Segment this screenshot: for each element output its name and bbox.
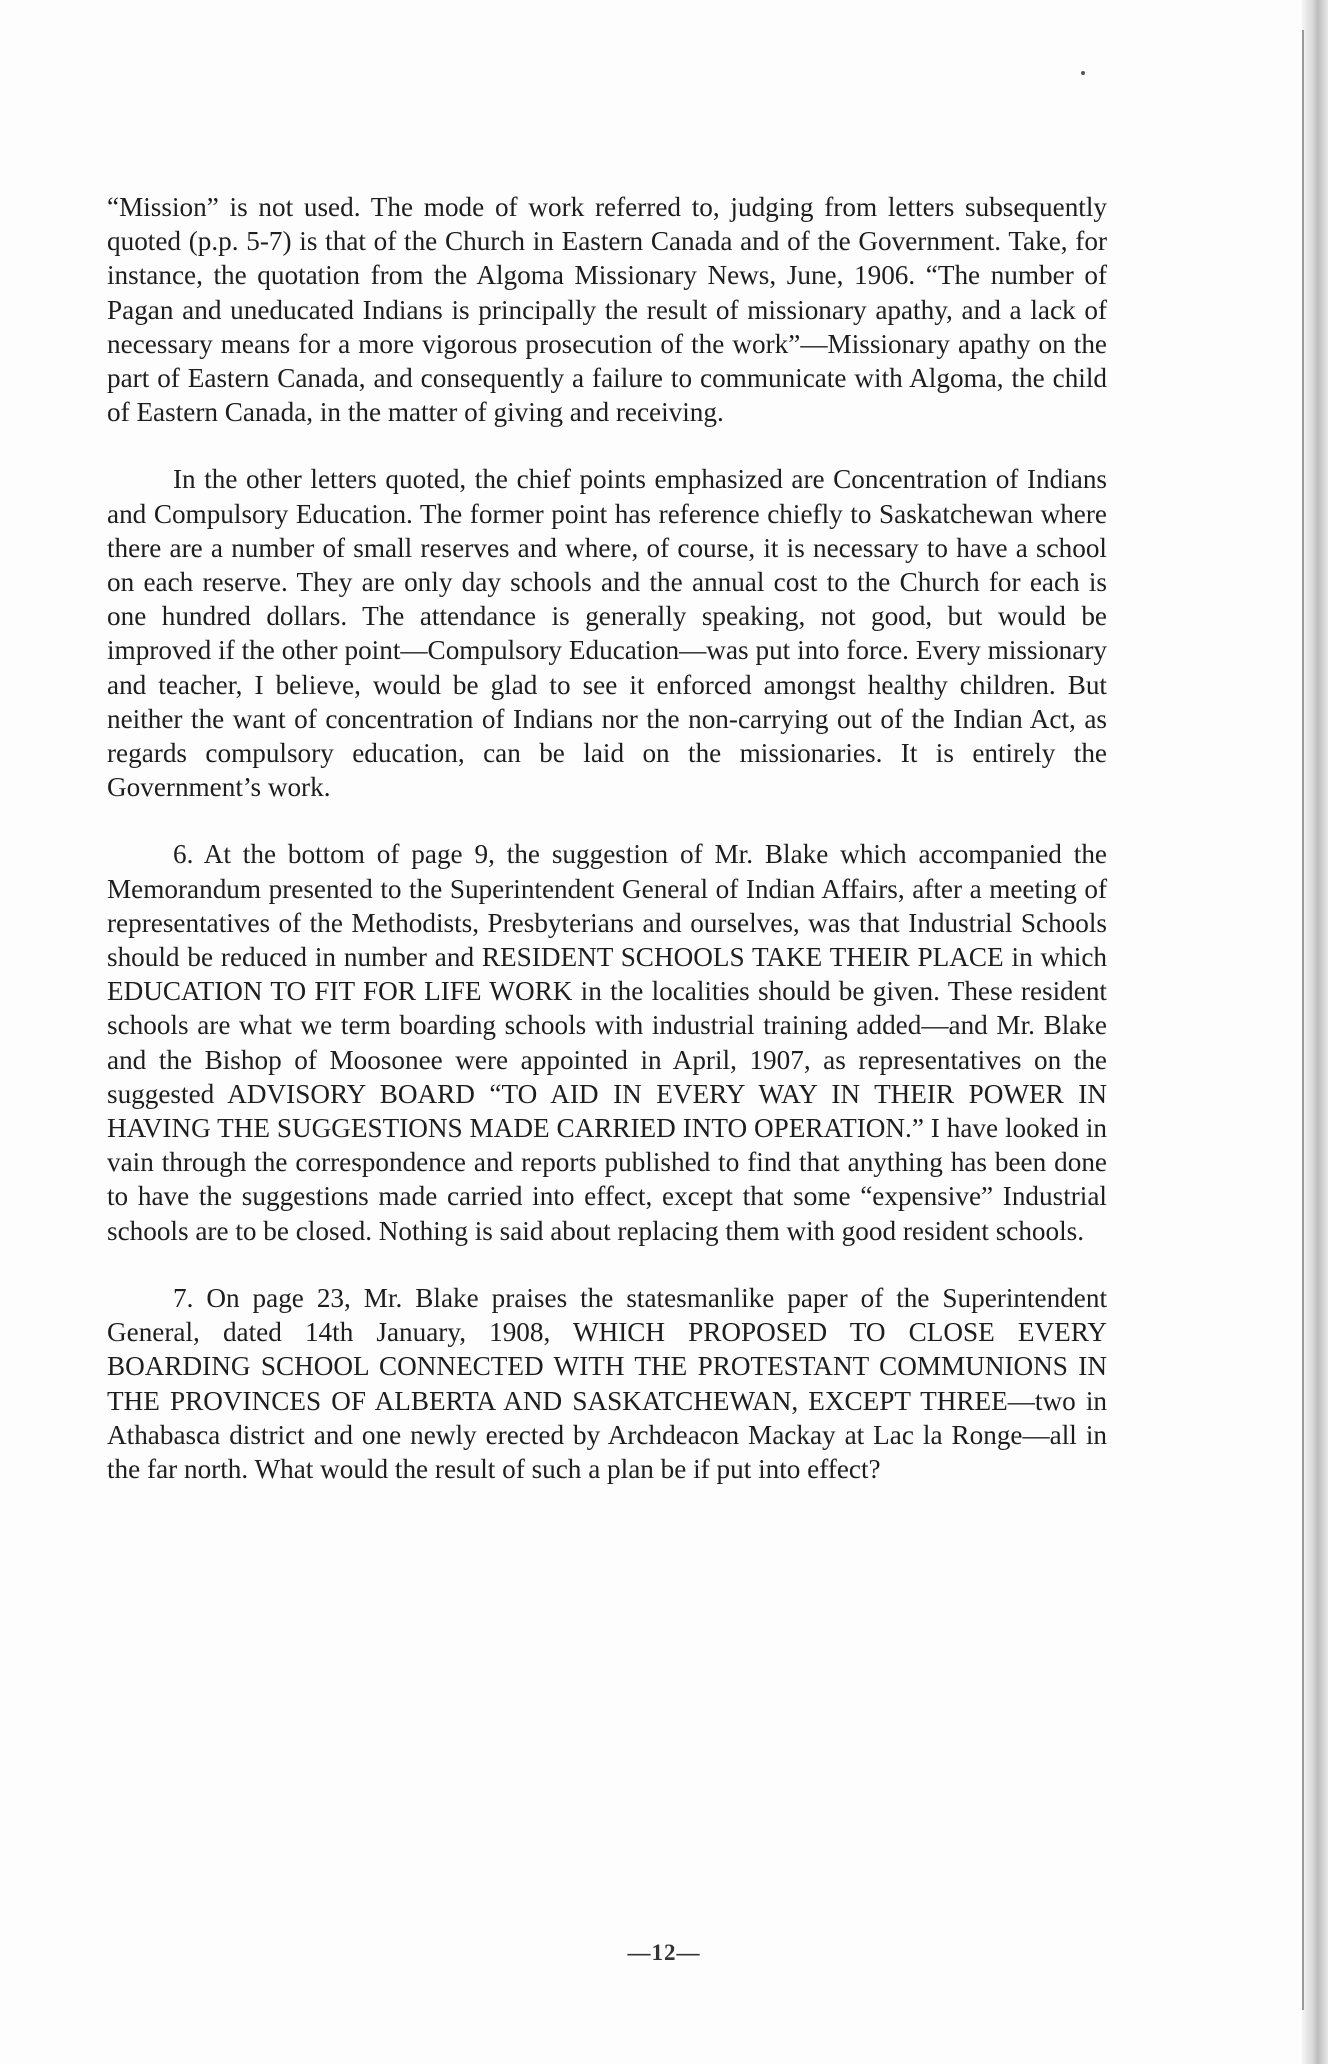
body-text	[107, 190, 1107, 1486]
page-edge-line	[1302, 30, 1304, 2010]
paragraph-6: 6. At the bottom of page 9, the suggestion of Mr. Blake which accompanied the Memorandum presented to the Superintendent General of Indian Affairs, after a meeting of representatives of the Methodists, Presbyterians and ourselves, was that Industrial Schools should be reduced in number and RESIDENT SCHOOLS TAKE THEIR PLACE in which EDUCATION TO FIT FOR LIFE WORK in the localities should be given. These resident schools are what we term boarding schools with industrial training added—and Mr. Blake and the Bishop of Moosonee were appointed in April, 1907, as representatives on the suggested ADVISORY BOARD “TO AID IN EVERY WAY IN THEIR POWER IN HAVING THE SUGGESTIONS MADE CARRIED INTO OPERATION.” I have looked in vain through the correspondence and reports published to find that anything has been done to have the suggestions made carried into effect, except that some “expensive” Industrial schools are to be closed. Nothing is said about replacing them with good resident schools.	[107, 839, 1107, 1246]
paragraph-mission: “Mission” is not used. The mode of work referred to, judging from letters subsequently quoted (p.p. 5-7) is that of the Church in Eastern Canada and of the Government. Take, for instance, the quotation from the Algoma Missionary News, June, 1906. “The number of Pagan and uneducated Indians is principally the result of missionary apathy, and a lack of necessary means for a more vigorous prosecution of the work”—Missionary apathy on the part of Eastern Canada, and consequently a failure to communicate with Algoma, the child of Eastern Canada, in the matter of giving and receiving.	[107, 192, 1107, 428]
page-edge-shadow	[1302, 0, 1328, 2064]
paragraph-concentration: In the other letters quoted, the chief points emphasized are Concentration of Indians and Compulsory Education. The former point has reference chiefly to Saskatchewan where there are a number of small reserves and where, of course, it is necessary to have a school on each reserve. They are only day schools and the annual cost to the Church for each is one hundred dollars. The attendance is generally speaking, not good, but would be improved if the other point—Compulsory Education—was put into force. Every missionary and teacher, I believe, would be glad to see it enforced amongst healthy children. But neither the want of concentration of Indians nor the non-carrying out of the Indian Act, as regards compulsory education, can be laid on the missionaries. It is entirely the Government’s work.	[107, 464, 1107, 803]
page-number: —12—	[627, 1940, 701, 1965]
print-speck	[1081, 71, 1085, 75]
paragraph-7: 7. On page 23, Mr. Blake praises the statesmanlike paper of the Superintendent General, dated 14th January, 1908, WHICH PROPOSED TO CLOSE EVERY BOARDING SCHOOL CONNECTED WITH THE PROTESTANT COMMUNIONS IN THE PROVINCES OF ALBERTA AND SASKATCHEWAN, EXCEPT THREE—two in Athabasca district and one newly erected by Archdeacon Mackay at Lac la Ronge—all in the far north. What would the result of such a plan be if put into effect?	[107, 1282, 1107, 1484]
